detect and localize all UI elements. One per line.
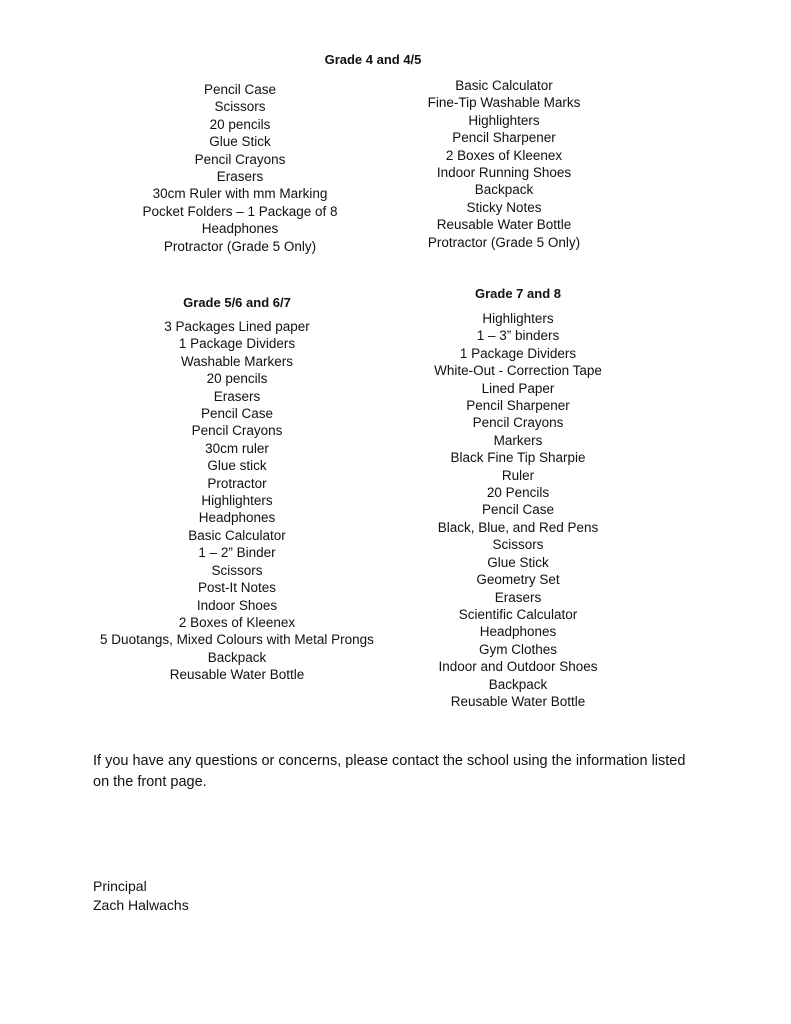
supply-item: Headphones <box>198 510 276 526</box>
supply-item: Pencil Crayons <box>472 415 564 431</box>
supply-item: Indoor and Outdoor Shoes <box>438 659 598 675</box>
supply-item: Reusable Water Bottle <box>169 667 305 683</box>
supply-item: 20 pencils <box>209 116 271 132</box>
supply-item: Highlighters <box>201 493 273 509</box>
supply-item: Scissors <box>211 562 263 578</box>
supply-item: Highlighters <box>468 112 540 128</box>
supply-item: 1 Package Dividers <box>459 345 577 361</box>
supply-item: Pencil Sharpener <box>452 130 556 146</box>
supply-item: 1 – 2” Binder <box>198 545 276 561</box>
signature-role: Principal <box>93 878 147 894</box>
supply-item: Lined Paper <box>481 380 555 396</box>
supply-item: Glue Stick <box>209 134 271 150</box>
grade-4-left-list <box>120 81 360 255</box>
supply-item: Glue Stick <box>487 554 549 570</box>
supply-item: Backpack <box>474 182 534 198</box>
supply-item: Headphones <box>479 624 557 640</box>
supply-item: Fine-Tip Washable Marks <box>427 95 581 111</box>
supply-item: 20 Pencils <box>486 485 550 501</box>
supply-item: Post-It Notes <box>197 580 277 596</box>
grade-78-list <box>398 310 638 710</box>
supply-item: Scissors <box>492 537 544 553</box>
supply-item: Scientific Calculator <box>458 606 578 622</box>
supply-item: 5 Duotangs, Mixed Colours with Metal Prongs <box>100 632 374 648</box>
supply-item: Erasers <box>213 388 261 404</box>
supply-item: 30cm Ruler with mm Marking <box>152 186 328 202</box>
supply-item: 3 Packages Lined paper <box>164 319 310 334</box>
supply-item: Indoor Running Shoes <box>436 165 572 181</box>
supply-item: Pencil Crayons <box>191 423 283 439</box>
supply-item: Geometry Set <box>476 572 560 588</box>
supply-item: Reusable Water Bottle <box>436 217 572 233</box>
supply-item: 2 Boxes of Kleenex <box>178 614 296 630</box>
supply-item: Gym Clothes <box>478 641 558 657</box>
supply-item: 1 – 3” binders <box>476 328 560 344</box>
supply-item: 20 pencils <box>206 371 268 387</box>
supply-item: Black, Blue, and Red Pens <box>437 519 599 535</box>
grade-4-heading: Grade 4 and 4/5 <box>324 52 422 67</box>
supply-item: Protractor (Grade 5 Only) <box>163 238 317 254</box>
supply-item: Pocket Folders – 1 Package of 8 <box>142 203 338 219</box>
grade-56-list <box>77 318 397 684</box>
supply-item: Sticky Notes <box>466 199 542 215</box>
supply-item: 30cm ruler <box>205 440 269 456</box>
grade-78-heading: Grade 7 and 8 <box>475 286 561 301</box>
supply-item: Pencil Case <box>203 82 277 97</box>
supply-item: Scissors <box>214 99 266 115</box>
supply-item: Black Fine Tip Sharpie <box>450 450 586 466</box>
supply-item: 2 Boxes of Kleenex <box>445 147 563 163</box>
supply-item: Ruler <box>501 467 535 483</box>
supply-item: Highlighters <box>482 311 554 326</box>
supply-item: Basic Calculator <box>455 78 553 93</box>
supply-item: Reusable Water Bottle <box>450 693 586 709</box>
supply-item: Pencil Crayons <box>194 151 286 167</box>
supply-item: Indoor Shoes <box>196 597 278 613</box>
supply-item: Pencil Sharpener <box>466 398 570 414</box>
supply-item: Protractor <box>207 475 267 491</box>
supply-item: White-Out - Correction Tape <box>434 363 602 379</box>
supply-item: Backpack <box>488 676 548 692</box>
supply-item: Protractor (Grade 5 Only) <box>427 234 581 250</box>
supply-item: Pencil Case <box>481 502 555 518</box>
supply-item: Basic Calculator <box>188 527 286 543</box>
grade-4-right-list <box>384 77 624 251</box>
supply-item: Washable Markers <box>180 353 294 369</box>
supply-item: Backpack <box>207 649 267 665</box>
supply-item: Erasers <box>494 589 542 605</box>
closing-paragraph: If you have any questions or concerns, please contact the school using the information listed on the front page. <box>93 753 686 790</box>
supply-item: Markers <box>493 432 543 448</box>
supply-item: Headphones <box>201 221 279 237</box>
supply-item: Erasers <box>216 169 264 185</box>
grade-56-heading: Grade 5/6 and 6/7 <box>183 295 291 310</box>
supply-item: 1 Package Dividers <box>178 336 296 352</box>
signature-name: Zach Halwachs <box>93 897 189 913</box>
supply-item: Pencil Case <box>200 406 274 422</box>
supply-item: Glue stick <box>207 458 267 474</box>
